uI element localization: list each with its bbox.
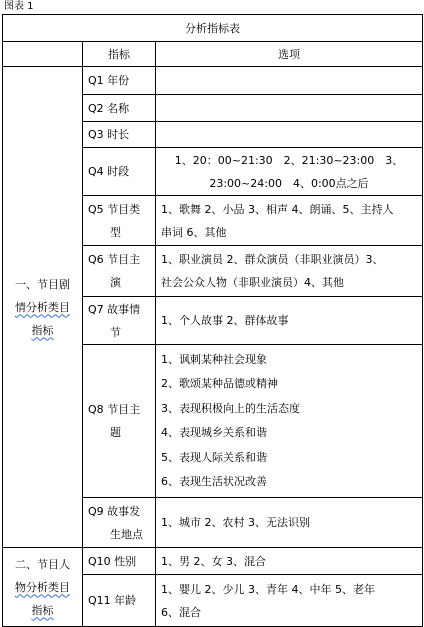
option-line: 4、表现城乡关系和谐 [161, 426, 267, 439]
indicator-label: Q1 年份 [88, 74, 130, 87]
indicator-cell [83, 548, 156, 575]
options-cell [156, 196, 423, 246]
option-line: 3、表现积极向上的生活态度 [161, 401, 300, 415]
indicator-label: Q5 节目类 [88, 202, 141, 216]
indicator-cell [83, 148, 156, 196]
option-line: 2、歌颂某种品德或精神 [161, 377, 278, 390]
indicator-label: 节 [110, 325, 121, 339]
option-line: 1、职业演员 2、群众演员（非职业演员）3、 [161, 253, 384, 266]
indicator-label: Q10 性别 [88, 554, 137, 568]
analysis-indicator-table [2, 14, 423, 627]
indicator-cell [83, 196, 156, 246]
category-label-line: 二、节目人 [15, 557, 70, 571]
options-cell [156, 246, 423, 297]
option-line: 5、表现人际关系和谐 [161, 450, 267, 464]
option-line: 1、个人故事 2、群体故事 [161, 314, 289, 327]
indicator-cell [83, 345, 156, 498]
corner-cell [3, 42, 83, 67]
indicator-cell [83, 67, 156, 95]
indicator-cell [83, 95, 156, 122]
options-cell [156, 345, 423, 498]
category-label-line: 指标 [31, 603, 54, 617]
option-line: 23:00~24:00 4、0:00点之后 [209, 176, 369, 190]
options-cell [156, 575, 423, 627]
option-line: 1、城市 2、农村 3、无法识别 [161, 516, 310, 529]
indicator-label: 演 [110, 276, 121, 289]
options-header: 选项 [156, 42, 423, 67]
indicator-label: Q6 节目主 [88, 253, 141, 266]
table-title-row [3, 15, 423, 42]
indicator-label: Q11 年龄 [88, 594, 137, 607]
indicator-label: 生地点 [110, 527, 143, 541]
indicator-cell [83, 122, 156, 148]
options-cell [156, 122, 423, 148]
options-cell [156, 67, 423, 95]
indicator-label: Q4 时段 [88, 165, 130, 178]
table-row [3, 548, 423, 575]
option-line: 1、讽刺某种社会现象 [161, 352, 267, 366]
indicator-cell [83, 246, 156, 297]
indicator-label: Q8 节目主 [88, 403, 141, 416]
option-line: 6、表现生活状况改善 [161, 475, 267, 488]
indicator-cell [83, 498, 156, 548]
category-cell-people [3, 548, 83, 627]
option-line: 社会公众人物（非职业演员）4、其他 [161, 276, 344, 289]
option-line: 串词 6、其他 [161, 225, 227, 239]
table-row [3, 67, 423, 95]
option-line: 6、混合 [161, 605, 201, 619]
indicator-label: Q3 时长 [88, 128, 130, 141]
option-line: 1、男 2、女 3、混合 [161, 554, 266, 568]
category-label-line: 物分析类目 [15, 580, 70, 594]
indicator-label: 型 [110, 225, 121, 239]
options-cell [156, 148, 423, 196]
option-line: 1、歌舞 2、小品 3、相声 4、朗诵、5、主持人 [161, 202, 394, 216]
options-cell [156, 297, 423, 345]
table-title: 分析指标表 [3, 15, 423, 42]
indicator-label: Q7 故事情 [88, 302, 141, 316]
figure-label: 图表 1 [4, 1, 34, 12]
category-label-line: 指标 [31, 323, 54, 337]
category-label-line: 情分析类目 [15, 300, 70, 314]
option-line: 1、婴儿 2、少儿 3、青年 4、中年 5、老年 [161, 582, 375, 596]
table-header-row [3, 42, 423, 67]
options-cell [156, 548, 423, 575]
indicator-label: 题 [110, 426, 121, 439]
category-label-line: 一、节目剧 [15, 277, 70, 291]
options-cell [156, 498, 423, 548]
indicator-cell [83, 575, 156, 627]
indicator-label: Q9 故事发 [88, 504, 141, 518]
indicator-label: Q2 名称 [88, 101, 130, 115]
indicator-cell [83, 297, 156, 345]
option-line: 1、20：00~21:30 2、21:30~23:00 3、 [174, 153, 404, 167]
category-cell-plot [3, 67, 83, 548]
indicator-header: 指标 [83, 42, 156, 67]
options-cell [156, 95, 423, 122]
